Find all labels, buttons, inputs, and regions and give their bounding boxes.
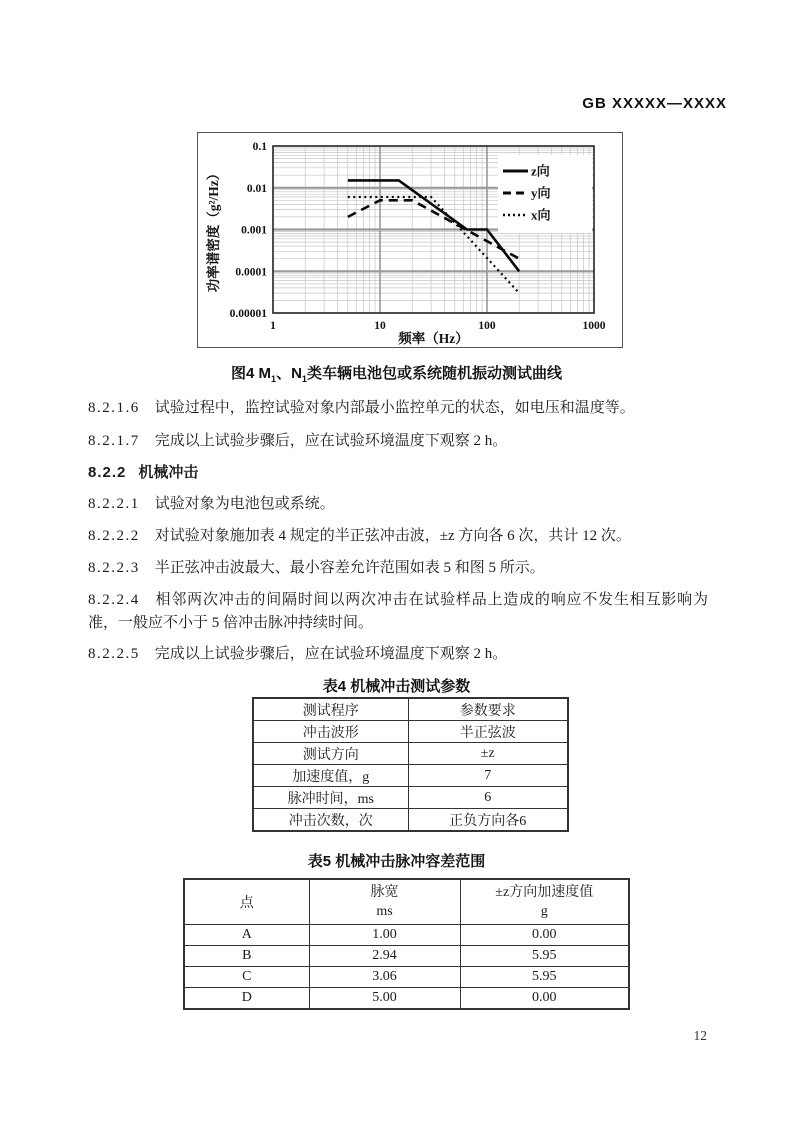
- table-row: [253, 721, 568, 743]
- table-cell: 冲击波形: [253, 721, 408, 743]
- table-row: [184, 925, 629, 946]
- table-cell: 半正弦波: [408, 721, 568, 743]
- svg-text:z向: z向: [531, 163, 550, 179]
- table-header-cell: 脉宽 ms: [309, 879, 460, 925]
- svg-text:1: 1: [270, 320, 276, 332]
- table-cell: 正负方向各6: [408, 809, 568, 832]
- svg-text:0.001: 0.001: [241, 224, 267, 237]
- clause-8-2-2-heading: [88, 461, 708, 484]
- table-cell: 冲击次数，次: [253, 809, 408, 832]
- clause-number: 8.2.2.4: [88, 592, 140, 608]
- table-cell: 1.00: [309, 925, 460, 946]
- table-row: [253, 765, 568, 787]
- table-4-title: 表4 机械冲击测试参数: [322, 678, 471, 695]
- clause-text: 试验对象为电池包或系统。: [154, 496, 335, 512]
- table-cell: C: [184, 967, 309, 988]
- table-cell: 6: [408, 787, 568, 809]
- svg-text:100: 100: [478, 320, 496, 332]
- table-cell: 0.00: [460, 925, 629, 946]
- svg-text:1000: 1000: [582, 320, 606, 332]
- figure-4-chart: [197, 132, 623, 348]
- clause-8-2-2-5: [88, 643, 708, 666]
- clause-text: 完成以上试验步骤后，应在试验环境温度下观察 2 h。: [154, 433, 508, 449]
- svg-text:频率（Hz）: 频率（Hz）: [398, 331, 469, 345]
- clause-text: 半正弦冲击波最大、最小容差允许范围如表 5 和图 5 所示。: [154, 560, 545, 576]
- clause-text: 机械冲击: [138, 464, 199, 481]
- table-cell: 脉冲时间，ms: [253, 787, 408, 809]
- table-cell: 2.94: [309, 946, 460, 967]
- chart-svg: [198, 133, 620, 345]
- table-cell: 测试方向: [253, 743, 408, 765]
- table-cell: 3.06: [309, 967, 460, 988]
- table-cell: 7: [408, 765, 568, 787]
- figure-caption: 图4 $M_1$、$N_1$类车辆电池包或系统随机振动测试曲线: [231, 365, 562, 384]
- standard-number-header: GB XXXXX—XXXX: [582, 95, 727, 112]
- table-header-cell: ±z方向加速度值 g: [460, 879, 629, 925]
- table-header-row: [184, 879, 629, 925]
- clause-8-2-2-2: [88, 525, 708, 548]
- clause-8-2-1-7: [88, 430, 708, 453]
- table-row: [184, 946, 629, 967]
- svg-text:0.01: 0.01: [246, 182, 267, 195]
- clause-number: 8.2.2.2: [88, 528, 140, 544]
- table-row: [253, 698, 568, 721]
- table-row: [253, 743, 568, 765]
- clause-number: 8.2.2.5: [88, 646, 140, 662]
- table-cell: B: [184, 946, 309, 967]
- table-4: [252, 697, 569, 832]
- clause-8-2-2-3: [88, 557, 708, 580]
- table-5: [183, 878, 630, 1010]
- svg-text:功率谱密度（g²/Hz）: 功率谱密度（g²/Hz）: [206, 166, 221, 293]
- svg-text:0.0001: 0.0001: [235, 266, 267, 279]
- table-cell: 0.00: [460, 988, 629, 1010]
- clause-8-2-2-1: [88, 493, 708, 516]
- table-row: [253, 809, 568, 832]
- table-cell: 加速度值，g: [253, 765, 408, 787]
- clause-number: 8.2.1.6: [88, 400, 140, 416]
- svg-text:y向: y向: [531, 185, 551, 201]
- clause-8-2-1-6: [88, 397, 708, 420]
- table-cell: A: [184, 925, 309, 946]
- table-cell: 5.95: [460, 967, 629, 988]
- table-cell: 5.95: [460, 946, 629, 967]
- clause-number: 8.2.2: [88, 464, 127, 481]
- table-cell: 参数要求: [408, 698, 568, 721]
- clause-number: 8.2.2.1: [88, 496, 140, 512]
- clause-text: 试验过程中，监控试验对象内部最小监控单元的状态，如电压和温度等。: [154, 400, 635, 416]
- clause-8-2-2-4: [88, 589, 708, 635]
- table-cell: 测试程序: [253, 698, 408, 721]
- table-row: [253, 787, 568, 809]
- svg-text:0.00001: 0.00001: [229, 308, 267, 320]
- table-5-title: 表5 机械冲击脉冲容差范围: [307, 853, 486, 870]
- table-cell: 5.00: [309, 988, 460, 1010]
- clause-text: 完成以上试验步骤后，应在试验环境温度下观察 2 h。: [154, 646, 508, 662]
- page-number: 12: [693, 1028, 707, 1043]
- table-cell: ±z: [408, 743, 568, 765]
- clause-number: 8.2.2.3: [88, 560, 140, 576]
- svg-text:0.1: 0.1: [252, 141, 267, 153]
- svg-text:x向: x向: [531, 207, 551, 223]
- clause-number: 8.2.1.7: [88, 433, 140, 449]
- table-row: [184, 967, 629, 988]
- table-header-cell: 点: [184, 879, 309, 925]
- clause-text: 相邻两次冲击的间隔时间以两次冲击在试验样品上造成的响应不发生相互影响为准，一般应不小于 5 倍冲击脉冲持续时间。: [88, 592, 708, 631]
- table-row: [184, 988, 629, 1010]
- clause-text: 对试验对象施加表 4 规定的半正弦冲击波，±z 方向各 6 次，共计 12 次。: [154, 528, 631, 544]
- svg-text:10: 10: [374, 320, 386, 332]
- table-cell: D: [184, 988, 309, 1010]
